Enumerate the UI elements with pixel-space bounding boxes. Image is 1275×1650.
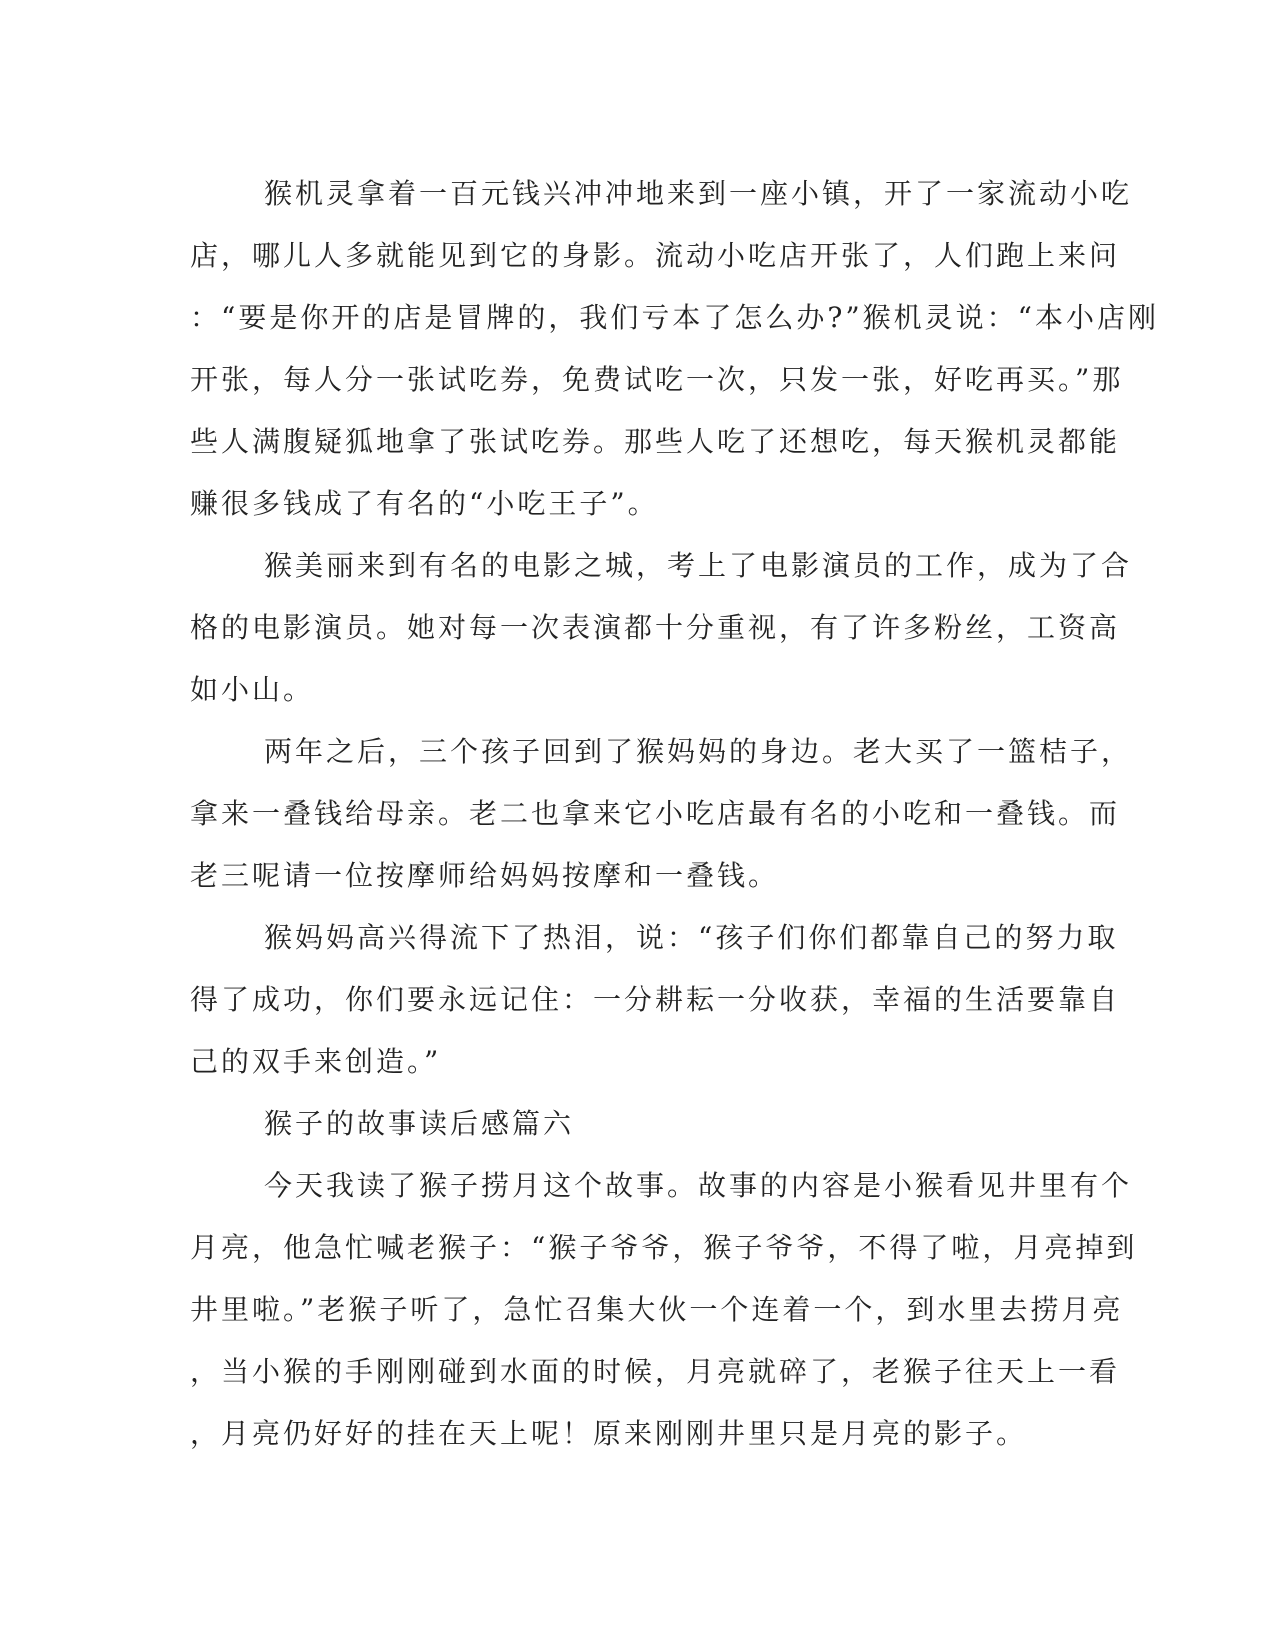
text-line: 己的双手来创造。” bbox=[190, 1045, 442, 1078]
paragraph-monkey-beautiful bbox=[190, 535, 1133, 721]
text-line: ：“要是你开的店是冒牌的，我们亏本了怎么办?”猴机灵说：“本小店刚 bbox=[190, 301, 1159, 334]
text-line: 猴妈妈高兴得流下了热泪，说：“孩子们你们都靠自己的努力取 bbox=[264, 921, 1119, 954]
text-line: 猴机灵拿着一百元钱兴冲冲地来到一座小镇，开了一家流动小吃 bbox=[264, 177, 1133, 210]
text-line: 格的电影演员。她对每一次表演都十分重视，有了许多粉丝，工资高 bbox=[190, 611, 1121, 644]
section-heading bbox=[190, 1093, 1080, 1155]
text-line: 猴美丽来到有名的电影之城，考上了电影演员的工作，成为了合 bbox=[264, 549, 1133, 582]
paragraph-two-years-later bbox=[190, 721, 1133, 907]
text-line: 井里啦。”老猴子听了，急忙召集大伙一个连着一个，到水里去捞月亮 bbox=[190, 1293, 1124, 1326]
text-line: 老三呢请一位按摩师给妈妈按摩和一叠钱。 bbox=[190, 859, 780, 892]
section-title: 猴子的故事读后感篇六 bbox=[264, 1107, 575, 1140]
document-body bbox=[190, 163, 1159, 1465]
text-line: 今天我读了猴子捞月这个故事。故事的内容是小猴看见井里有个 bbox=[264, 1169, 1133, 1202]
text-line: 开张，每人分一张试吃券，免费试吃一次，只发一张，好吃再买。”那 bbox=[190, 363, 1124, 396]
text-line: 月亮，他急忙喊老猴子：“猴子爷爷，猴子爷爷，不得了啦，月亮掉到 bbox=[190, 1231, 1138, 1264]
text-line: 些人满腹疑狐地拿了张试吃券。那些人吃了还想吃，每天猴机灵都能 bbox=[190, 425, 1121, 458]
text-line: 两年之后，三个孩子回到了猴妈妈的身边。老大买了一篮桔子， bbox=[264, 735, 1133, 768]
text-line: 如小山。 bbox=[190, 673, 315, 706]
text-line: ，当小猴的手刚刚碰到水面的时候，月亮就碎了，老猴子往天上一看 bbox=[190, 1355, 1121, 1388]
text-line: 得了成功，你们要永远记住：一分耕耘一分收获，幸福的生活要靠自 bbox=[190, 983, 1121, 1016]
text-line: 店，哪儿人多就能见到它的身影。流动小吃店开张了，人们跑上来问 bbox=[190, 239, 1121, 272]
paragraph-monkey-moon bbox=[190, 1155, 1138, 1465]
text-line: 赚很多钱成了有名的“小吃王子”。 bbox=[190, 487, 659, 520]
text-line: ，月亮仍好好的挂在天上呢！原来刚刚井里只是月亮的影子。 bbox=[190, 1417, 1028, 1450]
paragraph-monkey-clever bbox=[190, 163, 1159, 535]
paragraph-mother-speech bbox=[190, 907, 1121, 1093]
text-line: 拿来一叠钱给母亲。老二也拿来它小吃店最有名的小吃和一叠钱。而 bbox=[190, 797, 1121, 830]
